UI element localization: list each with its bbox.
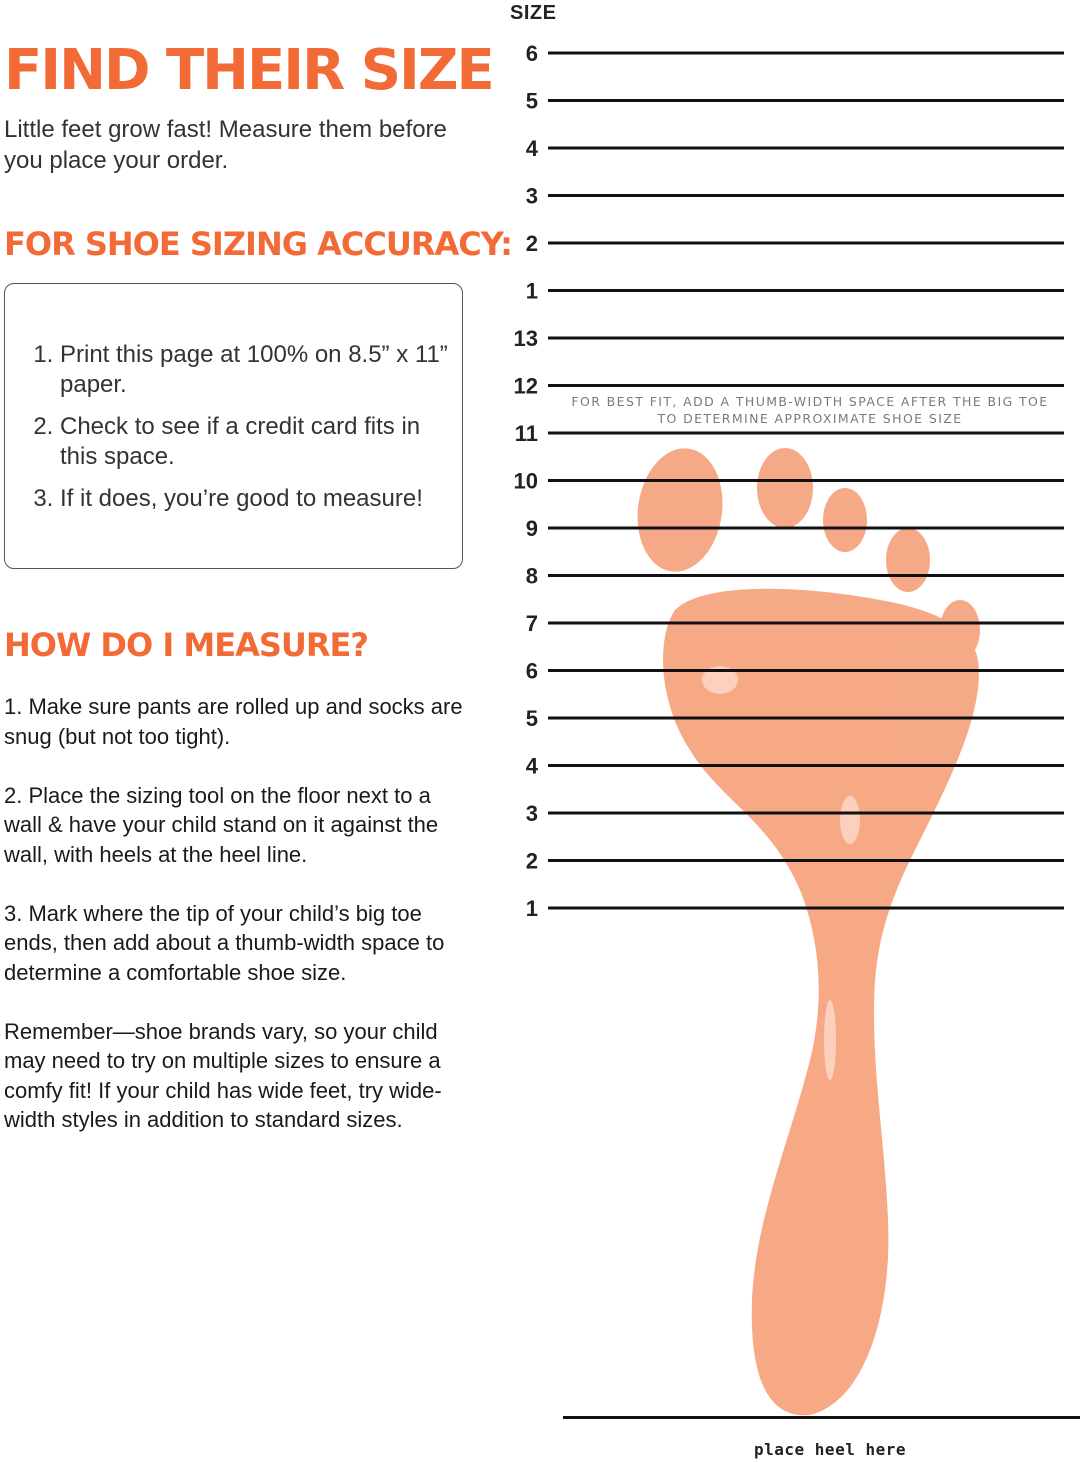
size-tick-label: 7 — [525, 611, 538, 636]
measure-step: 3. Mark where the tip of your child’s big toe ends, then add about a thumb-width space to determine a comfortable shoe size. — [4, 900, 445, 985]
size-tick-label: 13 — [513, 326, 538, 351]
heel-label: place heel here — [754, 1440, 906, 1459]
size-tick-label: 3 — [525, 183, 538, 209]
measure-reminder: Remember—shoe brands vary, so your child may need to try on multiple sizes to ensure a comfy fit! If your child has wide feet, try wide-width styles in addition to standard sizes. — [4, 1018, 442, 1132]
size-tick-label: 6 — [525, 658, 538, 684]
size-tick-label: 9 — [525, 516, 538, 541]
size-tick-label: 11 — [514, 421, 538, 446]
size-tick-label: 12 — [513, 373, 538, 399]
accuracy-step: 1. Print this page at 100% on 8.5” x 11” paper. — [60, 340, 452, 400]
size-tick-label: 4 — [525, 753, 538, 779]
size-tick-label: 10 — [513, 468, 538, 494]
size-tick-label: 4 — [525, 136, 538, 161]
measure-step: 2. Place the sizing tool on the floor next to a wall & have your child stand on it against the wall, with heels at the heel line. — [4, 782, 439, 867]
measure-steps — [4, 692, 474, 1164]
measure-heading: HOW DO I MEASURE? — [4, 626, 368, 664]
size-tick-label: 2 — [525, 848, 538, 874]
size-label: SIZE — [510, 2, 557, 24]
accuracy-heading: FOR SHOE SIZING ACCURACY: — [4, 225, 512, 263]
size-tick-label: 1 — [525, 278, 538, 304]
measure-step: 1. Make sure pants are rolled up and socks are snug (but not too tight). — [4, 694, 463, 749]
intro-text: Little feet grow fast! Measure them before you place your order. — [4, 116, 447, 174]
heel-line — [563, 1416, 1080, 1419]
size-tick-label: 6 — [525, 41, 538, 66]
size-tick-label: 2 — [525, 231, 538, 256]
page-title: FIND THEIR SIZE — [4, 38, 493, 103]
accuracy-steps-list — [5, 340, 452, 526]
accuracy-step: 3. If it does, you’re good to measure! — [60, 484, 452, 514]
size-tick-label: 3 — [525, 801, 538, 826]
thumb-width-note: FOR BEST FIT, ADD A THUMB-WIDTH SPACE AFTER THE BIG TOE TO DETERMINE APPROXIMATE SHOE SIZE — [571, 394, 1049, 426]
size-ruler — [500, 0, 1083, 930]
size-tick-label: 5 — [525, 88, 538, 114]
accuracy-instructions-box — [4, 283, 463, 569]
size-tick-label: 5 — [525, 706, 538, 731]
size-tick-label: 1 — [525, 896, 538, 921]
accuracy-step: 2. Check to see if a credit card fits in this space. — [60, 412, 452, 472]
size-tick-label: 8 — [525, 563, 538, 589]
